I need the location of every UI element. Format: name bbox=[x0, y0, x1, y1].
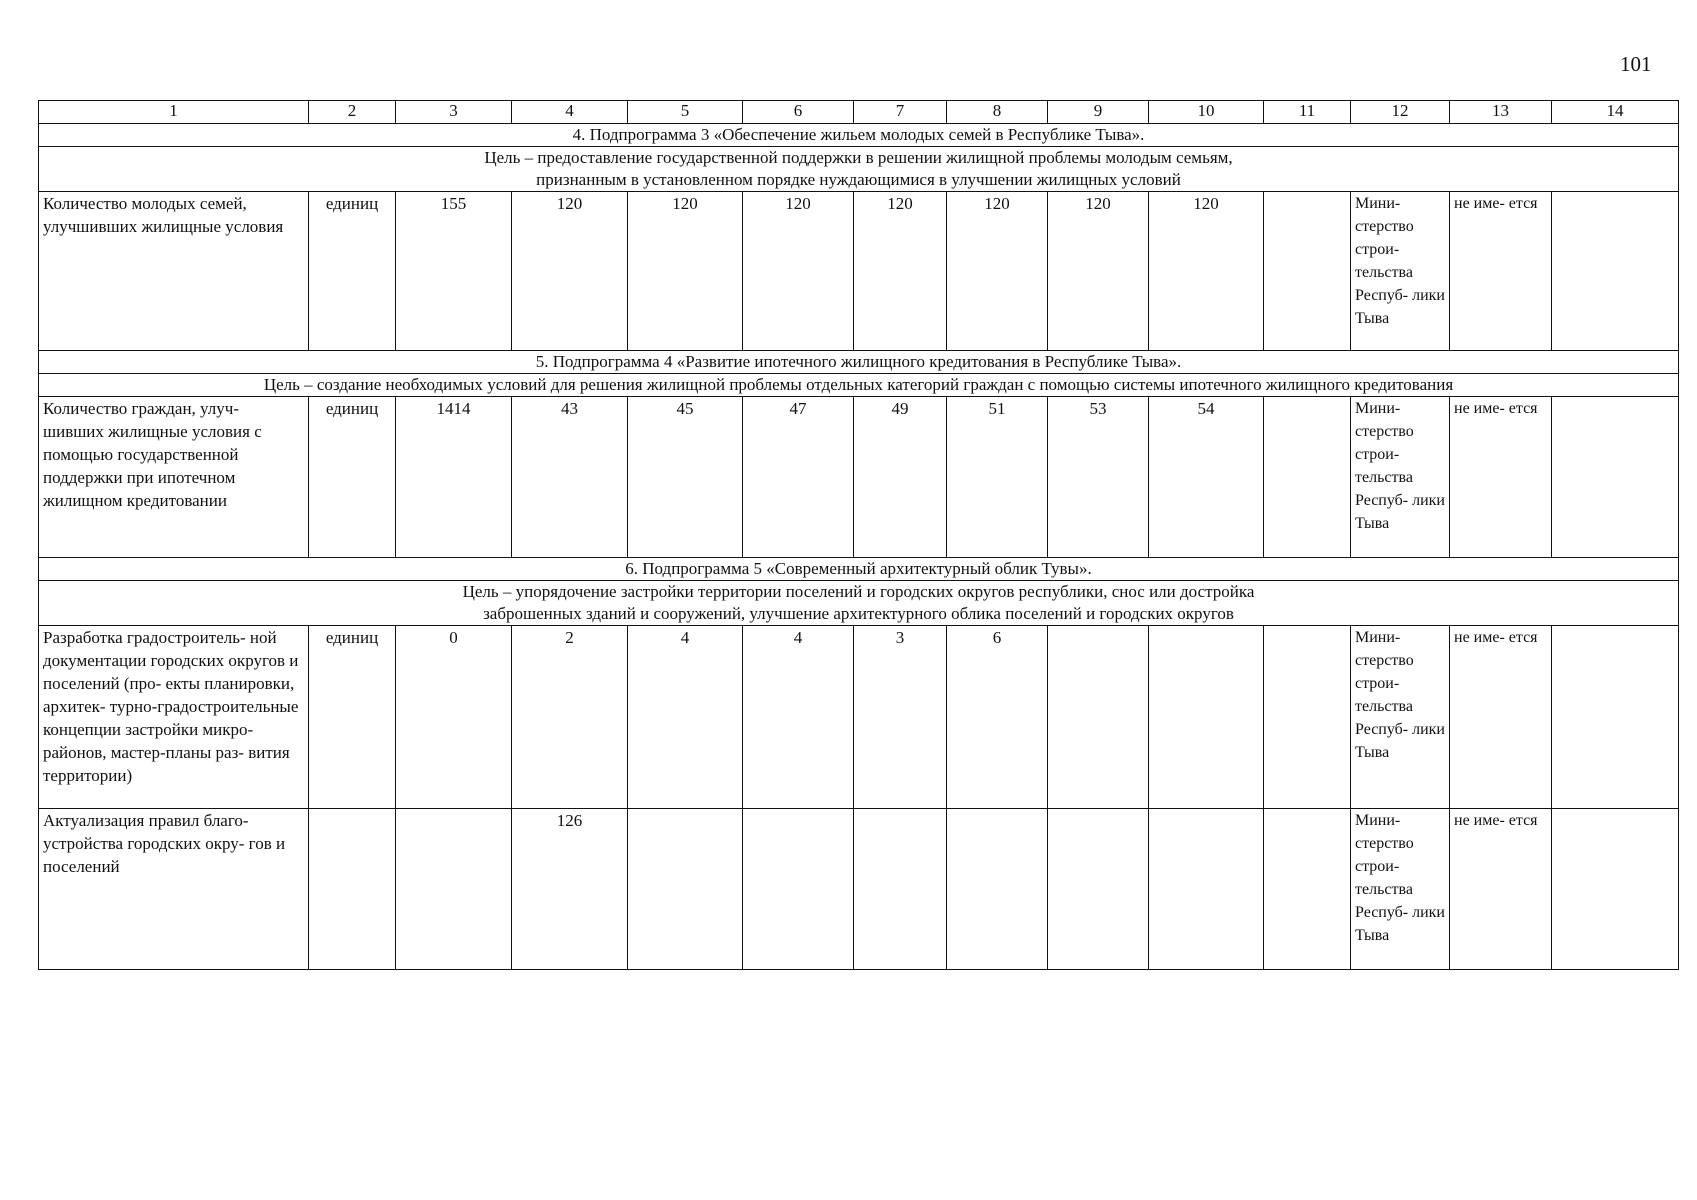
section-goal bbox=[39, 147, 1679, 192]
indicators-table bbox=[38, 100, 1679, 970]
value-cell bbox=[1264, 626, 1351, 809]
col-header-9: 9 bbox=[1048, 101, 1149, 124]
value-cell: 45 bbox=[628, 397, 743, 558]
col-header-5: 5 bbox=[628, 101, 743, 124]
goal-line: Цель – упорядочение застройки территории поселений и городских округов республики, снос или достройка bbox=[462, 582, 1255, 601]
value-cell bbox=[854, 809, 947, 970]
value-cell bbox=[628, 809, 743, 970]
section-title: 4. Подпрограмма 3 «Обеспечение жильем молодых семей в Республике Тыва». bbox=[39, 124, 1679, 147]
col-header-7: 7 bbox=[854, 101, 947, 124]
funding-cell: не име- ется bbox=[1450, 626, 1552, 809]
value-cell: 54 bbox=[1149, 397, 1264, 558]
section-title: 5. Подпрограмма 4 «Развитие ипотечного жилищного кредитования в Республике Тыва». bbox=[39, 351, 1679, 374]
value-cell: 120 bbox=[1149, 192, 1264, 351]
value-cell: 49 bbox=[854, 397, 947, 558]
section-goal bbox=[39, 581, 1679, 626]
value-cell: 155 bbox=[396, 192, 512, 351]
unit-cell: единиц bbox=[309, 192, 396, 351]
value-cell: 120 bbox=[854, 192, 947, 351]
value-cell: 1414 bbox=[396, 397, 512, 558]
executor-cell: Мини- стерство строи- тельства Респуб- лики Тыва bbox=[1351, 397, 1450, 558]
col-header-10: 10 bbox=[1149, 101, 1264, 124]
value-cell: 120 bbox=[628, 192, 743, 351]
col-header-2: 2 bbox=[309, 101, 396, 124]
indicator-name: Актуализация правил благо- устройства городских окру- гов и поселений bbox=[39, 809, 309, 970]
goal-line: Цель – создание необходимых условий для решения жилищной проблемы отдельных категорий граждан с помощью системы ипотечного жилищного кредитования bbox=[263, 375, 1454, 394]
col-header-6: 6 bbox=[743, 101, 854, 124]
value-cell: 120 bbox=[1048, 192, 1149, 351]
table-row bbox=[39, 626, 1679, 809]
value-cell bbox=[1264, 397, 1351, 558]
goal-line: признанным в установленном порядке нуждающимися в улучшении жилищных условий bbox=[536, 170, 1181, 189]
value-cell bbox=[1149, 809, 1264, 970]
note-cell bbox=[1552, 192, 1679, 351]
page-number: 101 bbox=[1620, 52, 1652, 76]
value-cell: 120 bbox=[743, 192, 854, 351]
col-header-14: 14 bbox=[1552, 101, 1679, 124]
table-row bbox=[39, 809, 1679, 970]
value-cell bbox=[1048, 809, 1149, 970]
note-cell bbox=[1552, 809, 1679, 970]
section-title: 6. Подпрограмма 5 «Современный архитектурный облик Тувы». bbox=[39, 558, 1679, 581]
value-cell: 51 bbox=[947, 397, 1048, 558]
indicator-name: Количество молодых семей, улучшивших жилищные условия bbox=[39, 192, 309, 351]
col-header-4: 4 bbox=[512, 101, 628, 124]
unit-cell bbox=[309, 809, 396, 970]
table-row bbox=[39, 397, 1679, 558]
value-cell: 120 bbox=[512, 192, 628, 351]
value-cell: 2 bbox=[512, 626, 628, 809]
col-header-11: 11 bbox=[1264, 101, 1351, 124]
value-cell bbox=[743, 809, 854, 970]
executor-cell: Мини- стерство строи- тельства Респуб- лики Тыва bbox=[1351, 192, 1450, 351]
value-cell: 6 bbox=[947, 626, 1048, 809]
value-cell: 120 bbox=[947, 192, 1048, 351]
value-cell: 3 bbox=[854, 626, 947, 809]
value-cell: 0 bbox=[396, 626, 512, 809]
value-cell: 4 bbox=[743, 626, 854, 809]
goal-line: Цель – предоставление государственной поддержки в решении жилищной проблемы молодым семьям, bbox=[484, 148, 1233, 167]
executor-cell: Мини- стерство строи- тельства Респуб- лики Тыва bbox=[1351, 809, 1450, 970]
funding-cell: не име- ется bbox=[1450, 397, 1552, 558]
value-cell: 47 bbox=[743, 397, 854, 558]
indicator-name: Разработка градостроитель- ной документации городских округов и поселений (про- екты планировки, архитек- турно-градостроительные концепции застройки микро- районов, мастер-планы раз- вития территории) bbox=[39, 626, 309, 809]
funding-cell: не име- ется bbox=[1450, 809, 1552, 970]
value-cell: 4 bbox=[628, 626, 743, 809]
col-header-3: 3 bbox=[396, 101, 512, 124]
unit-cell: единиц bbox=[309, 626, 396, 809]
value-cell bbox=[396, 809, 512, 970]
goal-line: заброшенных зданий и сооружений, улучшение архитектурного облика поселений и городских округов bbox=[483, 604, 1234, 623]
column-number-row bbox=[39, 101, 1679, 124]
value-cell bbox=[1264, 809, 1351, 970]
table-row bbox=[39, 192, 1679, 351]
funding-cell: не име- ется bbox=[1450, 192, 1552, 351]
indicator-name: Количество граждан, улуч- шивших жилищные условия с помощью государственной поддержки при ипотечном жилищном кредитовании bbox=[39, 397, 309, 558]
note-cell bbox=[1552, 397, 1679, 558]
value-cell bbox=[1149, 626, 1264, 809]
value-cell: 53 bbox=[1048, 397, 1149, 558]
col-header-12: 12 bbox=[1351, 101, 1450, 124]
col-header-8: 8 bbox=[947, 101, 1048, 124]
executor-cell: Мини- стерство строи- тельства Респуб- лики Тыва bbox=[1351, 626, 1450, 809]
value-cell: 43 bbox=[512, 397, 628, 558]
value-cell bbox=[1264, 192, 1351, 351]
value-cell: 126 bbox=[512, 809, 628, 970]
col-header-1: 1 bbox=[39, 101, 309, 124]
col-header-13: 13 bbox=[1450, 101, 1552, 124]
note-cell bbox=[1552, 626, 1679, 809]
value-cell bbox=[1048, 626, 1149, 809]
value-cell bbox=[947, 809, 1048, 970]
unit-cell: единиц bbox=[309, 397, 396, 558]
section-goal bbox=[39, 374, 1679, 397]
